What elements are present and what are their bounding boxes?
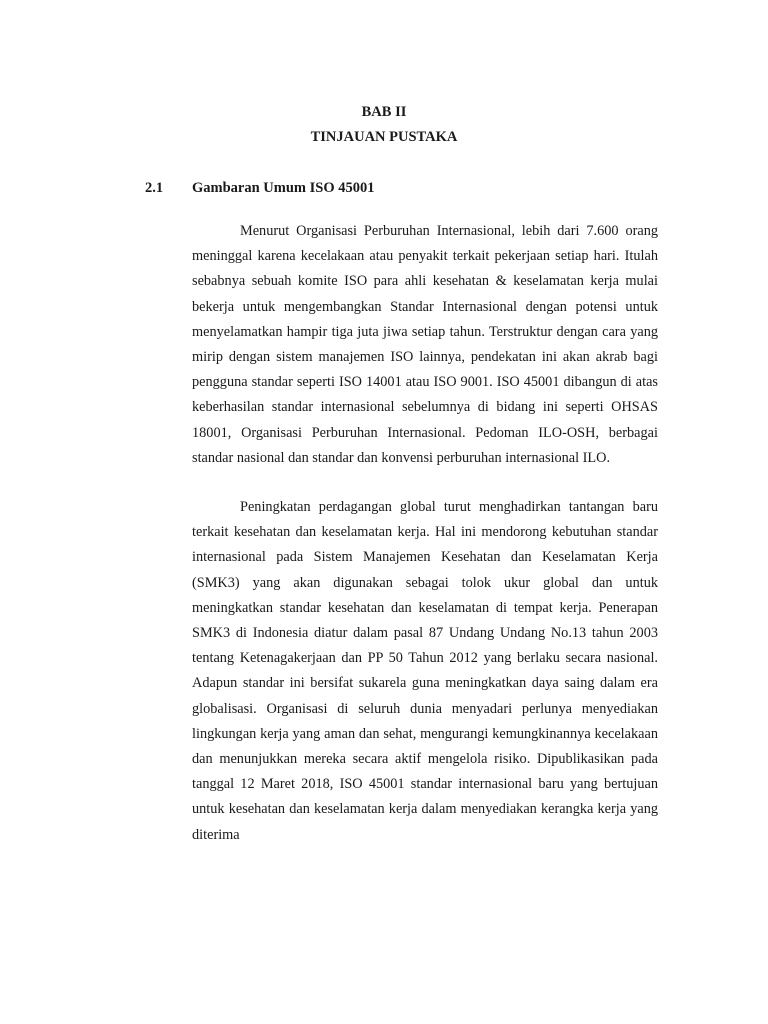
paragraph-1: Menurut Organisasi Perburuhan Internasional, lebih dari 7.600 orang meninggal karena kecelakaan atau penyakit terkait pekerjaan setiap hari. Itulah sebabnya sebuah komite ISO para ahli kesehatan & keselamatan kerja mulai bekerja untuk mengembangkan Standar Internasional dengan potensi untuk menyelamatkan hampir tiga juta jiwa setiap tahun. Terstruktur dengan cara yang mirip dengan sistem manajemen ISO lainnya, pendekatan ini akan akrab bagi pengguna standar seperti ISO 14001 atau ISO 9001. ISO 45001 dibangun di atas keberhasilan standar internasional sebelumnya di bidang ini seperti OHSAS 18001, Organisasi Perburuhan Internasional. Pedoman ILO-OSH, berbagai standar nasional dan standar dan konvensi perburuhan internasional ILO. [192,223,658,466]
paragraph-2: Peningkatan perdagangan global turut menghadirkan tantangan baru terkait kesehatan dan keselamatan kerja. Hal ini mendorong kebutuhan standar internasional pada Sistem Manajemen Kesehatan dan Keselamatan Kerja (SMK3) yang akan digunakan sebagai tolok ukur global dan untuk meningkatkan standar kesehatan dan keselamatan di tempat kerja. Penerapan SMK3 di Indonesia diatur dalam pasal 87 Undang Undang No.13 tahun 2003 tentang Ketenagakerjaan dan PP 50 Tahun 2012 yang berlaku secara nasional. Adapun standar ini bersifat sukarela guna meningkatkan daya saing dalam era globalisasi. Organisasi di seluruh dunia menyadari perlunya menyediakan lingkungan kerja yang aman dan sehat, mengurangi kemungkinannya kecelakaan dan menunjukkan mereka secara aktif mengelola risiko. Dipublikasikan pada tanggal 12 Maret 2018, ISO 45001 standar internasional baru yang bertujuan untuk kesehatan dan keselamatan kerja dalam menyediakan kerangka kerja yang diterima [192,499,658,843]
section-number: 2.1 [145,180,164,196]
body-text [192,219,658,848]
chapter-label: BAB II [361,104,407,120]
section-title: Gambaran Umum ISO 45001 [192,180,375,196]
chapter-title: TINJAUAN PUSTAKA [310,129,458,145]
